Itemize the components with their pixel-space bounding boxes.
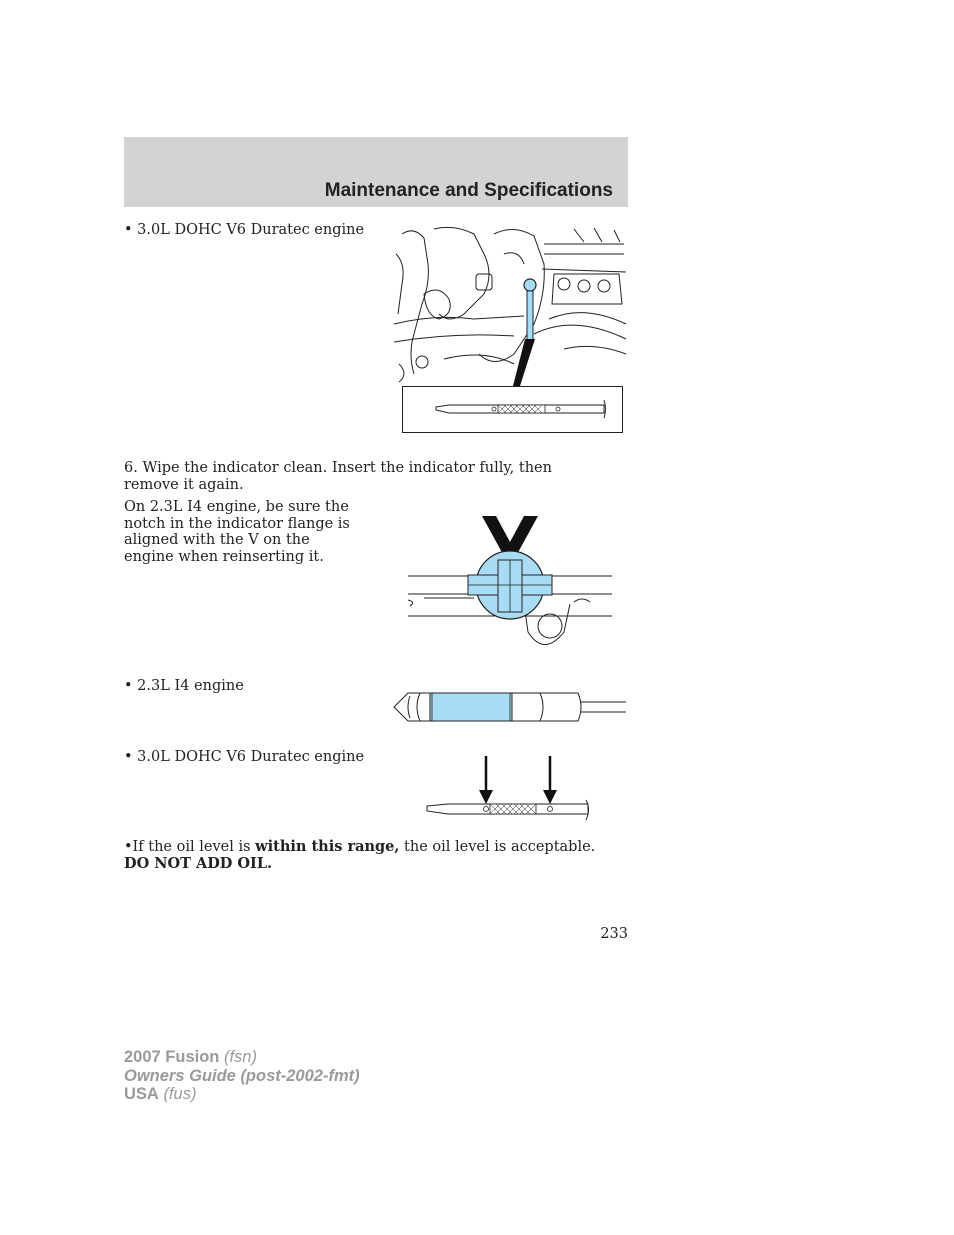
footer-market: USA: [124, 1085, 159, 1103]
step-6-instruction: 6. Wipe the indicator clean. Insert the indicator fully, then remove it again.: [124, 460, 552, 493]
oil-note-prefix: •If the oil level is: [124, 839, 256, 855]
oil-level-note: [124, 839, 628, 872]
v6-dipstick-range-illustration: [424, 754, 594, 822]
footer-line-2: Owners Guide (post-2002-fmt): [124, 1066, 360, 1085]
engine-dipstick-location-illustration: [394, 224, 628, 436]
section-header: [124, 137, 628, 207]
engine-bullet-v6-top: • 3.0L DOHC V6 Duratec engine: [124, 222, 365, 238]
engine-bullet-v6-bottom: • 3.0L DOHC V6 Duratec engine: [124, 749, 365, 765]
oil-note-suffix: the oil level is acceptable.: [399, 839, 596, 855]
page-number: 233: [600, 926, 628, 942]
oil-note-emphasis: within this range,: [255, 838, 400, 855]
section-title: Maintenance and Specifications: [324, 180, 613, 201]
indicator-flange-notch-illustration: [404, 512, 616, 656]
footer-line-1: [124, 1048, 360, 1067]
footer-model-code: (fsn): [223, 1048, 257, 1066]
document-footer: [124, 1048, 360, 1104]
footer-model: 2007 Fusion: [124, 1048, 220, 1066]
engine-bullet-i4: • 2.3L I4 engine: [124, 678, 244, 694]
i4-dipstick-illustration: [390, 690, 628, 724]
footer-line-3: [124, 1085, 360, 1104]
footer-market-code: (fus): [163, 1085, 197, 1103]
notch-alignment-note: On 2.3L I4 engine, be sure the notch in the indicator flange is aligned with the V on the engine when reinserting it.: [124, 499, 350, 565]
do-not-add-oil-warning: DO NOT ADD OIL.: [124, 854, 273, 872]
